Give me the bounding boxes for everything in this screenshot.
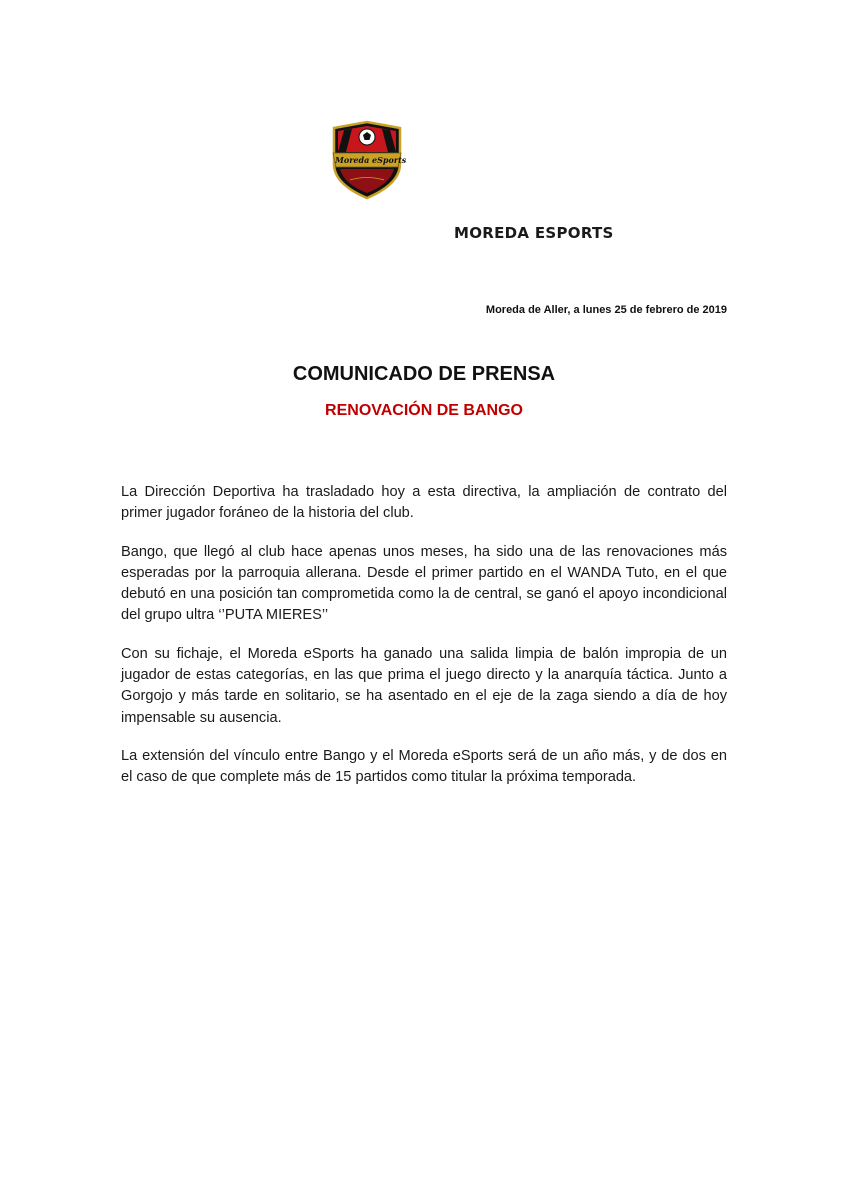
- press-release-title: COMUNICADO DE PRENSA: [292, 363, 556, 385]
- body-paragraph: Con su fichaje, el Moreda eSports ha ganado una salida limpia de balón impropia de un jugador de estas categorías, en las que prima el juego directo y la anarquía táctica. Junto a Gorgojo y más tarde en solitario, se ha asentado en el eje de la zaga siendo a día de hoy impensable su ausencia.: [121, 645, 727, 726]
- body-paragraph: La Dirección Deportiva ha trasladado hoy a esta directiva, la ampliación de contrato del primer jugador foráneo de la historia del club.: [121, 484, 727, 522]
- press-release-body: [121, 482, 727, 806]
- club-crest-logo: [330, 120, 407, 200]
- body-paragraph: La extensión del vínculo entre Bango y el Moreda eSports será de un año más, y de dos en el caso de que complete más de 15 partidos como titular la próxima temporada.: [121, 747, 727, 786]
- body-paragraph: Bango, que llegó al club hace apenas unos meses, ha sido una de las renovaciones más esperadas por la parroquia allerana. Desde el primer partido en el WANDA Tuto, en el que debutó en una posición tan comprometida como la de central, se ganó el apoyo incondicional del grupo ultra ‘’PUTA MIERES’’: [121, 543, 727, 624]
- press-release-subtitle: RENOVACIÓN DE BANGO: [325, 402, 523, 419]
- date-line: Moreda de Aller, a lunes 25 de febrero de 2019: [485, 304, 727, 316]
- club-name-heading: MOREDA ESPORTS: [454, 224, 614, 242]
- logo-text: Moreda eSports: [335, 155, 407, 165]
